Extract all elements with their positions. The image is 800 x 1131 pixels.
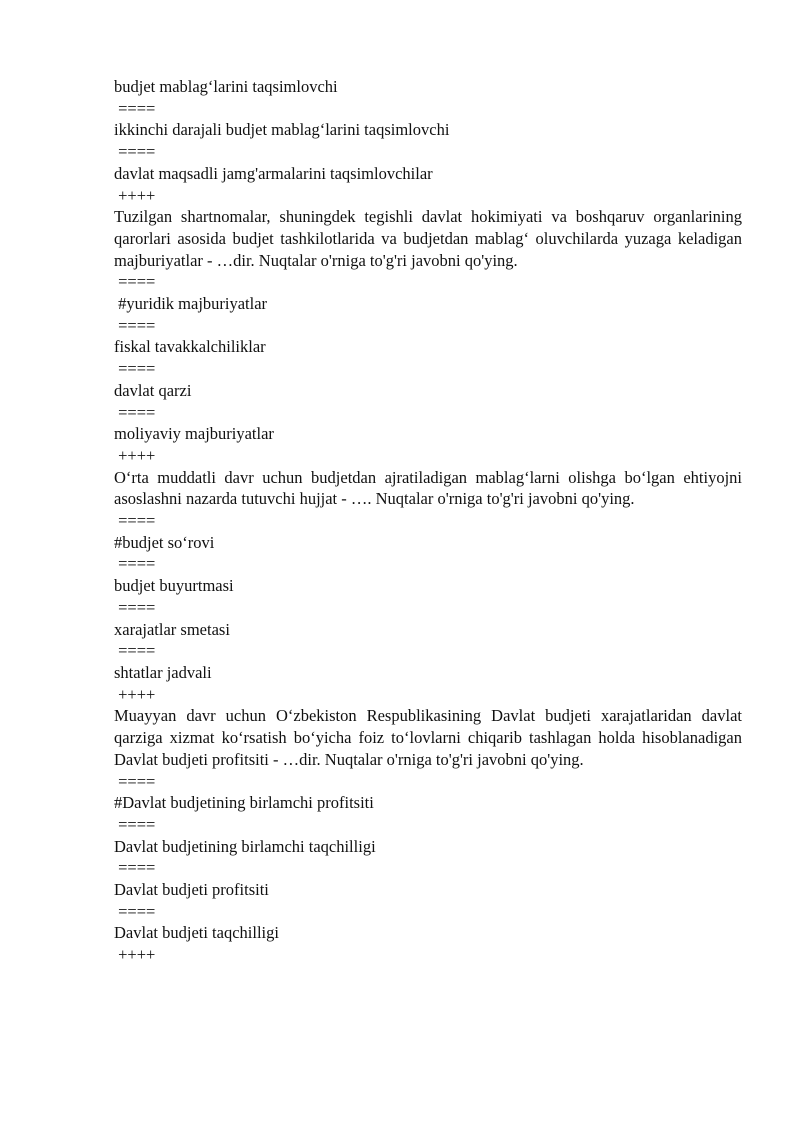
question-separator: ++++ [114, 684, 156, 704]
option-separator: ==== [114, 402, 156, 422]
option-separator: ==== [114, 272, 156, 292]
answer-option: Davlat budjeti taqchilligi [114, 923, 279, 943]
answer-option: davlat maqsadli jamg'armalarini taqsimlovchilar [114, 163, 433, 183]
question-separator: ++++ [114, 185, 156, 205]
answer-option: ikkinchi darajali budjet mablag‘larini taqsimlovchi [114, 120, 450, 140]
correct-answer-option: #budjet so‘rovi [114, 532, 215, 552]
answer-option: Davlat budjeti profitsiti [114, 880, 269, 900]
option-separator: ==== [114, 771, 156, 791]
option-separator: ==== [114, 315, 156, 335]
answer-option: budjet buyurtmasi [114, 576, 234, 596]
correct-answer-option: #yuridik majburiyatlar [114, 294, 268, 314]
question-text: O‘rta muddatli davr uchun budjetdan ajratiladigan mablag‘larni olishga bo‘lgan ehtiyojni asoslashni nazarda tutuvchi hujjat - …. Nuqtalar o'rniga to'g'ri javobni qo'ying. [114, 467, 742, 509]
answer-option: moliyaviy majburiyatlar [114, 424, 274, 444]
answer-option: Davlat budjetining birlamchi taqchilligi [114, 836, 376, 856]
answer-option: shtatlar jadvali [114, 662, 212, 682]
correct-answer-option: #Davlat budjetining birlamchi profitsiti [114, 793, 374, 813]
option-separator: ==== [114, 858, 156, 878]
answer-option: fiskal tavakkalchiliklar [114, 337, 266, 357]
question-separator: ++++ [114, 445, 156, 465]
option-separator: ==== [114, 359, 156, 379]
question-text: Muayyan davr uchun O‘zbekiston Respublikasining Davlat budjeti xarajatlaridan davlat qarziga xizmat ko‘rsatish bo‘yicha foiz to‘lovlarni chiqarib tashlagan holda hisoblanadigan Davlat budjeti profitsiti - …dir. Nuqtalar o'rniga to'g'ri javobni qo'ying. [114, 706, 742, 769]
option-separator: ==== [114, 597, 156, 617]
answer-option: davlat qarzi [114, 380, 192, 400]
question-text: Tuzilgan shartnomalar, shuningdek tegishli davlat hokimiyati va boshqaruv organlarining qarorlari asosida budjet tashkilotlarida va budjetdan mablag‘ oluvchilarda yuzaga keladigan majburiyatlar - …dir. Nuqtalar o'rniga to'g'ri javobni qo'ying. [114, 207, 742, 270]
option-separator: ==== [114, 554, 156, 574]
option-separator: ==== [114, 641, 156, 661]
option-separator: ==== [114, 814, 156, 834]
answer-option: budjet mablag‘larini taqsimlovchi [114, 77, 338, 96]
option-separator: ==== [114, 98, 156, 118]
question-separator: ++++ [114, 945, 156, 965]
option-separator: ==== [114, 511, 156, 531]
document-page [114, 76, 742, 966]
option-separator: ==== [114, 142, 156, 162]
option-separator: ==== [114, 901, 156, 921]
answer-option: xarajatlar smetasi [114, 619, 230, 639]
